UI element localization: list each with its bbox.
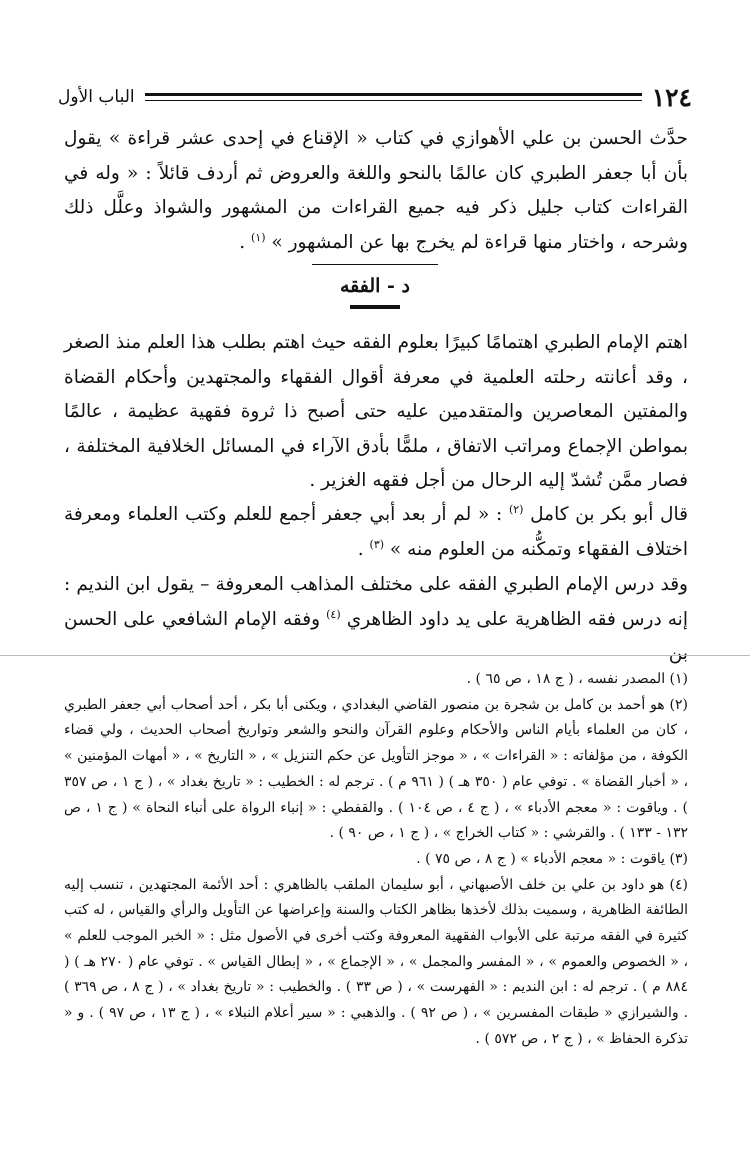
header-rule	[145, 93, 642, 101]
running-head-chapter: الباب الأول	[58, 87, 135, 107]
footnote-ref-2: (٢)	[508, 502, 524, 516]
paragraph-ibn-kamil-end: .	[357, 538, 370, 560]
section-title: د - الفقه	[339, 275, 411, 297]
paragraph-ibn-kamil-text-a: قال أبو بكر بن كامل	[530, 504, 688, 525]
section-heading	[200, 264, 550, 309]
footnote-4: (٤) هو داود بن علي بن خلف الأصبهاني ، أبو سليمان الملقب بالظاهري : أحد الأئمة المجتهدين ، تنسب إليه الطائفة الظاهرية ، وسميت بذلك لأخذها بظاهر الكتاب والسنة وإعراضها عن التأويل والرأي والقياس ، له كتب كثيرة في الفقه مرتبة على الأبواب الفقهية المعروفة وكتب أخرى في الأصول مثل : « الخبر الموجب للعلم » ، « الخصوص والعموم » ، « المفسر والمجمل » ، « الإجماع » ، « إبطال القياس » . توفي عام ( ٢٧٠ هـ ) ( ٨٨٤ م ) . ترجم له : ابن النديم : « الفهرست » ، ( ص ٣٣ ) . والخطيب : « تاريخ بغداد » ، ( ج ٨ ، ص ٣٦٩ ) . والشيرازي « طبقات المفسرين » ، ( ص ٩٢ ) . والذهبي : « سير أعلام النبلاء » ، ( ج ١٣ ، ص ٩٧ ) . و « تذكرة الحفاظ » ، ( ج ٢ ، ص ٥٧٢ ) .	[64, 876, 689, 1047]
paragraph-ahwazi-end: .	[239, 231, 251, 253]
paragraph-ibn-kamil	[64, 498, 688, 567]
footnote-ref-3: (٣)	[369, 537, 385, 551]
footnote-ref-1: (١)	[250, 230, 266, 244]
paragraph-madhahib-text-a: وقد درس الإمام الطبري الفقه على مختلف المذاهب المعروفة – يقول ابن النديم : إنه درس فقه الظاهرية على يد داود الظاهري	[64, 574, 688, 630]
page-header	[58, 80, 692, 114]
paragraph-fiqh-intro: اهتم الإمام الطبري اهتمامًا كبيرًا بعلوم الفقه حيث اهتم بطلب هذا العلم منذ الصغر ، وقد أعانته رحلته العلمية في معرفة أقوال الفقهاء والمجتهدين وأحكام القضاة والمفتين المعاصرين والمتقدمين عليه حتى أصبح ذا ثروة فقهية عظيمة ، عالمًا بمواطن الإجماع ومراتب الاتفاق ، ملمًّا بأدق الآراء في المسائل الخلافية المختلفة ، فصار ممَّن تُشدّ إليه الرحال من أجل فقهه الغزير .	[64, 332, 688, 491]
footnotes-divider	[0, 655, 750, 656]
footnote-3: (٣) ياقوت : « معجم الأدباء » ( ج ٨ ، ص ٧٥ ) .	[416, 850, 688, 867]
footnote-1: (١) المصدر نفسه ، ( ج ١٨ ، ص ٦٥ ) .	[466, 671, 688, 687]
footnote-ref-4: (٤)	[326, 607, 341, 621]
footnote-2: (٢) هو أحمد بن كامل بن شجرة بن منصور القاضي البغدادي ، ويكنى أبا بكر ، أحد أصحاب أبي جعفر الطبري ، كان من العلماء بأيام الناس والأحكام وعلوم القرآن والنحو والشعر وتواريخ أصحاب الحديث ، ولي قضاء الكوفة ، من مؤلفاته : « القراءات » ، « موجز التأويل عن حكم التنزيل » ، « التاريخ » ، « أمهات المؤمنين » ، « أخبار القضاة » . توفي عام ( ٣٥٠ هـ ) ( ٩٦١ م ) . ترجم له : الخطيب : « تاريخ بغداد » ، ( ج ١ ، ص ٣٥٧ ) . وياقوت : « معجم الأدباء » ، ( ج ٤ ، ص ١٠٤ ) . والقفطي : « إنباء الرواة على أنباء النحاة » ( ج ١ ، ص ١٣٢ - ١٣٣ ) . والقرشي : « كتاب الخراج » ، ( ج ١ ، ص ٩٠ ) .	[64, 696, 689, 842]
section-rule-top	[312, 264, 438, 265]
paragraph-madhahib-text-b: وفقه الإمام الشافعي على الحسن بن	[64, 608, 688, 664]
section-rule-bottom	[350, 305, 400, 309]
paragraph-ahwazi-text: حدَّث الحسن بن علي الأهوازي في كتاب « الإقناع في إحدى عشر قراءة » يقول بأن أبا جعفر الطبري كان عالمًا بالنحو واللغة والعروض ثم أردف قائلاً : « وله في القراءات كتاب جليل ذكر فيه جميع القراءات من المشهور والشواذ وعلَّل ذلك وشرحه ، واختار منها قراءة لم يخرج بها عن المشهور »	[64, 128, 688, 253]
paragraph-ahwazi	[64, 122, 688, 260]
footnotes	[64, 667, 688, 1053]
page-number: ١٢٤	[651, 82, 692, 112]
paragraph-ibn-kamil-text-b: : « لم أر بعد أبي جعفر أجمع للعلم وكتب العلماء ومعرفة اختلاف الفقهاء وتمكُّنه من العلوم منه »	[64, 504, 688, 560]
